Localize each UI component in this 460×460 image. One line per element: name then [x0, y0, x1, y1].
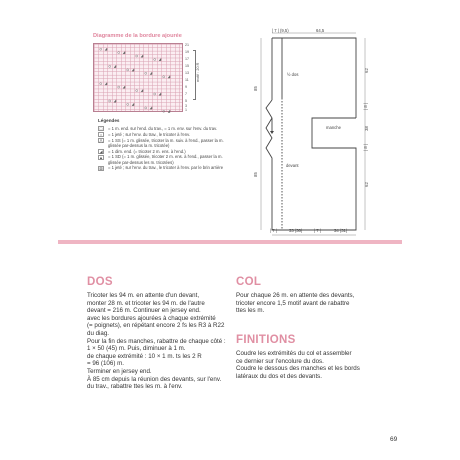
finitions-line: Coudre le dessous des manches et les bords — [236, 365, 360, 373]
yarn-over-symbol-icon: ○ — [99, 131, 103, 137]
col-line: ttes les m. — [236, 307, 265, 315]
finitions-line: Coudre les extrémités du col et assembler — [236, 350, 352, 357]
chart-row-number: 7 — [185, 92, 187, 96]
double-decrease-symbol-icon: ▲ — [99, 154, 103, 160]
garment-schematic — [258, 28, 378, 240]
lace-chart-symbols — [94, 44, 184, 113]
dos-heading: DOS — [87, 276, 113, 288]
dos-line: monter 28 m. et tricoter les 94 m. de l'autre — [87, 299, 205, 307]
schematic-dim-left-height-2: 85 — [252, 172, 258, 177]
schematic-neck-edge — [272, 38, 282, 98]
schematic-dim-right-38: 38 — [363, 126, 369, 131]
finitions-heading: FINITIONS — [236, 334, 296, 346]
dos-line: (= poignets), en répétant encore 2 fs les R3 à R22 — [87, 322, 225, 330]
legend-item — [98, 154, 228, 164]
finitions-line: ce dernier sur l'encolure du dos. — [236, 357, 324, 365]
page-number: 69 — [390, 436, 398, 443]
legend-item-text: = 1 jeté ; sur l'env. du trav., le tricoter à l'env. — [108, 131, 191, 137]
legend-item-text: = 1 dim. end. (= tricoter 2 m. ens. à l'end.) — [108, 148, 186, 154]
schematic-label-front: devant — [286, 163, 299, 168]
col-heading: COL — [236, 276, 262, 288]
schematic-dim-bottom-7-left: | 7 | — [270, 228, 277, 233]
schematic-dim-bottom-34: 34 (31) — [334, 228, 348, 233]
twisted-yarn-over-symbol-icon: ⊠ — [99, 165, 103, 171]
schematic-dim-bottom-7-right: | 7 | — [314, 228, 321, 233]
schematic-dim-top-left: | 7 | (9,5) — [272, 28, 289, 33]
dos-line: du trav., rabattre ttes les m. à l'env. — [87, 383, 183, 391]
legend-item-text: = 1 SS (= 1 m. glissée, tricoter la m. suiv. à l'end., passer la m. glissée par-dessus la m. tricotée) — [108, 137, 224, 148]
chart-row-number: 15 — [185, 64, 189, 68]
legend-item — [98, 138, 228, 148]
col-line: Pour chaque 26 m. en attente des devants, — [236, 292, 355, 299]
legend-list — [98, 126, 228, 171]
lace-chart-grid — [93, 43, 183, 112]
knit-two-together-symbol-icon: ◢ — [99, 148, 103, 154]
col-instructions — [236, 292, 396, 315]
chart-row-number: 1 — [185, 108, 187, 112]
schematic-dim-bottom-33: 33 (36) — [289, 228, 303, 233]
legend-item-text: = 1 SD (= 1 m. glissée, tricoter 2 m. ens. à l'end., passer la m. glissée par-dessus les m. tricotées) — [108, 154, 223, 165]
dos-instructions — [87, 292, 247, 391]
knit-stitch-symbol-icon: □ — [99, 126, 103, 132]
finitions-line: latéraux du dos et des devants. — [236, 372, 322, 380]
dos-line: À 85 cm depuis la réunion des devants, sur l'env. — [87, 375, 222, 383]
dos-line: Terminer en jersey end. — [87, 367, 152, 375]
schematic-dim-left-height: 85 — [252, 86, 258, 91]
schematic-dim-top-right: 64,5 — [316, 28, 325, 33]
schematic-dim-right-62-bottom: 62 — [363, 182, 369, 187]
finitions-instructions — [236, 350, 396, 380]
col-line: tricoter encore 1,5 motif avant de rabattre — [236, 299, 350, 307]
dos-line: de chaque extrémité : 10 × 1 m. ts les 2 R — [87, 352, 202, 360]
dos-line: Pour la fin des manches, rabattre de chaque côté : — [87, 337, 226, 345]
schematic-dim-right-8-bottom: | 8 | — [362, 144, 368, 151]
motif-repeat-label: motif : 20 R — [196, 62, 200, 82]
dos-line: Tricoter les 94 m. en attente d'un devant, — [87, 292, 200, 299]
schematic-dim-right-8-top: | 8 | — [362, 103, 368, 110]
schematic-label-half-back: ½ dos — [287, 72, 299, 77]
dos-line: avec les bordures ajourées à chaque extrémité — [87, 314, 216, 322]
chart-row-number: 9 — [185, 85, 187, 89]
legend-item-text: = 1 jeté ; sur l'env. du trav., le tricoter à l'env. par le brin arrière — [108, 165, 224, 171]
section-divider — [58, 240, 402, 244]
chart-row-number: 3 — [185, 104, 187, 108]
dos-line: du diag. — [87, 329, 110, 337]
legend-item-text: = 1 m. end. sur l'end. du trav., = 1 m. env. sur l'env. du trav. — [108, 126, 218, 131]
schematic-label-sleeve: manche — [326, 125, 341, 130]
legend-item — [98, 165, 228, 170]
chart-row-number: 5 — [185, 99, 187, 103]
legend-item — [98, 132, 228, 137]
chart-row-number: 11 — [185, 78, 189, 82]
schematic-back-top — [282, 38, 356, 118]
down-arrow-icon — [270, 131, 274, 134]
dos-line: 1 × 50 (45) m. Puis, diminuer à 1 m. — [87, 345, 186, 353]
legend-title: Légendes — [98, 118, 120, 123]
schematic-dim-right-62-top: 62 — [363, 68, 369, 73]
chart-title: Diagramme de la bordure ajourée — [93, 33, 182, 39]
chart-row-number: 13 — [185, 71, 189, 75]
chart-row-number: 17 — [185, 57, 189, 61]
dos-line: = 96 (106) m. — [87, 360, 124, 368]
dos-line: devant = 216 m. Continuer en jersey end. — [87, 307, 201, 315]
slip-slip-symbol-icon: ⋀ — [99, 137, 103, 143]
legend-item — [98, 149, 228, 154]
legend-item — [98, 126, 228, 131]
chart-row-number: 19 — [185, 50, 189, 54]
chart-row-number: 21 — [185, 43, 189, 47]
schematic-sleeve-outline — [292, 118, 356, 230]
